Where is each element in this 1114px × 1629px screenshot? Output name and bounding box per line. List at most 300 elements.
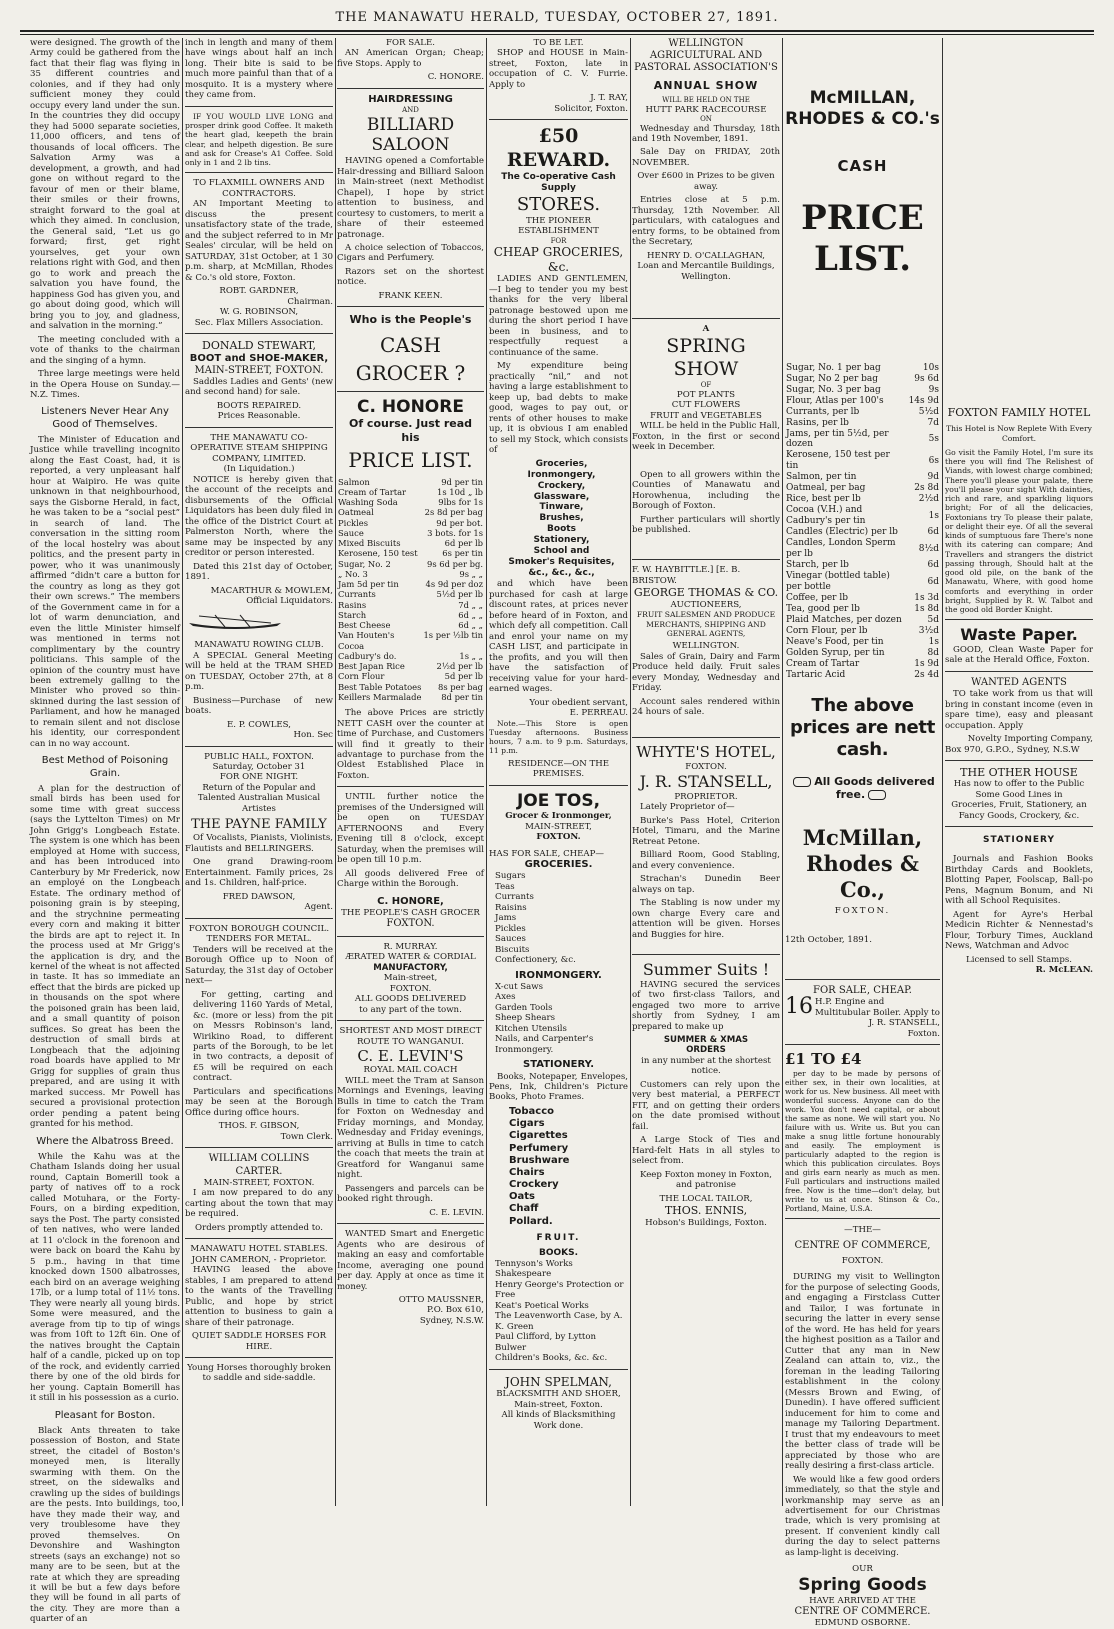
price-value: 9s xyxy=(928,384,939,395)
column-divider xyxy=(335,38,336,1506)
ad-text: FOR xyxy=(550,236,567,245)
list-item: Cigarettes xyxy=(509,1130,568,1142)
price-value: 6d xyxy=(927,576,939,587)
ad-text: HAVE ARRIVED AT THE xyxy=(809,1595,916,1606)
divider xyxy=(185,1147,333,1148)
divider xyxy=(945,671,1093,672)
ad-text: Main-street, xyxy=(383,973,438,984)
ad-text: SHOP and HOUSE in Main-street, Foxton, late in occupation of C. V. Furrie. Apply to xyxy=(489,48,628,90)
list-item: Confectionery, &c. xyxy=(495,955,576,966)
column-6 xyxy=(785,38,940,1629)
price-value: 6d „ „ xyxy=(458,620,483,631)
ad-signature: W. G. ROBINSON, xyxy=(219,307,299,318)
ad-text: PROPRIETOR. xyxy=(674,791,738,802)
price-value: 7d „ „ xyxy=(458,599,483,610)
divider xyxy=(185,106,333,107)
ad-heading: R. MURRAY. xyxy=(383,941,438,952)
article-heading: Listeners Never Hear Any Good of Themselves. xyxy=(41,406,169,430)
ad-signature: Chairman. xyxy=(287,296,333,307)
divider xyxy=(185,1238,333,1239)
ad-text: BLACKSMITH AND SHOER, xyxy=(496,1389,621,1400)
price-item: Mixed Biscuits xyxy=(338,538,401,549)
ad-text: LADIES AND GENTLEMEN,—I beg to tender you my best thanks for the very liberal patronage bestowed upon me during the short period I have been in business, and to respectfully request a continuance of the same. xyxy=(489,274,628,358)
ad-text: I am now prepared to do any carting about the town that may be required. xyxy=(185,1188,333,1220)
ad-title: CHEAP GROCERIES, &c. xyxy=(493,245,624,274)
list-item: Sheep Shears xyxy=(495,1013,555,1024)
list-item: Chaff xyxy=(509,1203,539,1215)
ad-text: RESIDENCE—ON THE PREMISES. xyxy=(508,758,609,780)
price-item: Oatmeal, per bag xyxy=(786,483,866,494)
divider xyxy=(185,333,333,334)
article-paragraph: A plan for the destruction of small birds has been used for some time with great success (says the Lyttelton Times) on Mr John Grigg's Longbeach Estate. The system is one which has been employed at Home with success, and has been introduced into Canterbury by Mr Frederick, now an employé on the Longbeach Estate. The ordinary method of poisoning grain is by steeping, and the strychnine permeating every corn and making it bitter the birds are apt to reject it. In the process used at Mr Grigg's the application is dry, and the kernel of the wheat is not affected in taste. It has so immediate an effect that the birds are picked up in thousands on the spot where the poisoned grain has been laid, and a small quantity of poison suffices. So great has been the destruction of small birds at Longbeach that the adjoining road boards have applied to Mr Grigg for supplies of grain thus prepared, and are using it with marked success. Mr Powell has secured a provisional protection order pending a patent being granted for his method. xyxy=(30,783,180,1130)
ad-signature: ROBT. GARDNER, xyxy=(219,286,299,297)
price-row xyxy=(785,670,940,681)
ad-text: 12th October, 1891. xyxy=(785,934,872,945)
pointing-hand-icon xyxy=(793,777,811,787)
ad-text: HAS FOR SALE, CHEAP— xyxy=(489,848,604,859)
ad-text: WELLINGTON. xyxy=(672,641,740,652)
ad-text: Saddles Ladies and Gents' (new and second hand) for sale. xyxy=(185,376,333,398)
price-row xyxy=(337,692,484,702)
price-item: Sugar, No. 3 per bag xyxy=(786,384,881,395)
ad-signature: C. E. LEVIN. xyxy=(429,1207,484,1218)
ad-signature: Novelty Importing Company, xyxy=(967,734,1093,745)
column-divider xyxy=(782,38,783,1506)
ad-title: JOE TOS, xyxy=(516,790,601,811)
ad-text: Business—Purchase of new boats. xyxy=(185,695,333,717)
price-item: Best Table Potatoes xyxy=(338,681,422,692)
ad-text: Sales of Grain, Dairy and Farm Produce held daily. Fruit sales every Monday, Wednesday and Friday. xyxy=(632,651,780,694)
price-value: 2½d xyxy=(918,494,939,505)
ad-signature: THOS. ENNIS, xyxy=(664,1204,748,1218)
ad-text: FRUIT SALESMEN AND PRODUCE MERCHANTS, SHIPPING AND GENERAL AGENTS, xyxy=(636,610,776,638)
ad-section-heading: GROCERIES. xyxy=(524,859,593,871)
price-value: 6d per lb xyxy=(444,538,483,549)
divider xyxy=(785,1218,940,1219)
ad-title: CARTER. xyxy=(235,1165,283,1177)
article-paragraph: Three large meetings were held in the Opera House on Sunday.—N.Z. Times. xyxy=(30,369,180,400)
price-row xyxy=(337,610,484,620)
list-item: Cigars xyxy=(509,1118,545,1130)
price-value: 1s 3d xyxy=(914,593,939,604)
divider xyxy=(185,172,333,173)
price-item: Sugar, No. 1 per bag xyxy=(786,362,881,373)
ad-title: BOOT and SHOE-MAKER, xyxy=(189,352,329,364)
ad-text: Further particulars will shortly be published. xyxy=(632,514,780,535)
ad-text: Return of the Popular and Talented Australian Musical Artistes xyxy=(197,782,321,814)
list-item: Stationery, xyxy=(533,535,590,546)
list-item: &c., &c., &c., xyxy=(528,568,595,579)
price-item: Salmon, per tin xyxy=(786,472,857,483)
price-value: 1s 10d „ lb xyxy=(436,486,483,497)
article-heading: Where the Albatross Breed. xyxy=(36,1135,174,1147)
ad-heading: TO FLAXMILL OWNERS AND CONTRACTORS. xyxy=(193,178,325,199)
ad-text: 16 xyxy=(785,994,813,1020)
masthead-rule xyxy=(20,30,1094,35)
price-row xyxy=(337,589,484,599)
price-row xyxy=(785,604,940,615)
list-item: Chairs xyxy=(509,1166,545,1178)
price-item: Rice, best per lb xyxy=(786,494,861,505)
list-item: Brushware xyxy=(509,1154,570,1166)
ad-text: FOR ONE NIGHT. xyxy=(219,772,299,783)
price-item: Cocoa (V.H.) and Cadbury's per tin xyxy=(786,505,866,527)
ad-text: This Hotel is Now Replete With Every Comfort. xyxy=(946,424,1092,443)
ad-heading: PUBLIC HALL, FOXTON. xyxy=(204,751,314,762)
ad-text: to any part of the town. xyxy=(359,1004,462,1015)
ad-signature: C. HONORE. xyxy=(427,72,484,83)
ad-signature: J. T. RAY, xyxy=(590,93,628,104)
ad-address: MAIN-STREET, FOXTON. xyxy=(203,1177,315,1188)
ad-title: PRICE LIST. xyxy=(348,448,473,473)
price-value: 9lbs for 1s xyxy=(438,497,483,508)
divider xyxy=(632,737,780,738)
article-paragraph: inch in length and many of them have wings about half an inch long. Their bite is said to be much more painful than that of a mosquito. It is a mystery where they came from. xyxy=(185,38,333,101)
ad-signature: FRANK KEEN. xyxy=(378,290,443,301)
price-row xyxy=(785,418,940,429)
price-value: 7d xyxy=(927,417,939,428)
divider xyxy=(489,119,628,120)
ad-text: FOXTON. xyxy=(685,761,727,772)
price-table xyxy=(337,477,484,703)
divider xyxy=(337,88,484,89)
article-paragraph: The Minister of Education and Justice while travelling incognito along the East Coast, had, it is reported, a very unpleasant half hour at Waipiro. He was quite unknown in that neighbourhood, says the Gisborne Herald, in fact, he was taken to be a “social pest” in search of land. The conversation in the sitting room of the local hostelry was about politics, and the present party in power, who it was unanimously affirmed “didn't care a button for the country as long as they got their own screws.” The members of the Government came in for a lot of warm denunciation, and even the little Minister himself was mentioned in terms not complimentary by the country politicians. This sample of the opinion of the country must have been extremely galling to the Minister who proved so thin-skinned during the last session of Parliament, and how he managed to remain silent and not disclose his identity, our correspondent can in no way account. xyxy=(30,434,180,749)
price-value: 6s xyxy=(928,455,939,466)
ad-text xyxy=(785,775,940,802)
ad-text: Razors set on the shortest notice. xyxy=(337,266,484,288)
ad-text: A xyxy=(702,324,710,335)
price-value: 9s 6d xyxy=(914,373,939,384)
ad-title: WHYTE'S HOTEL, xyxy=(636,743,776,762)
list-item: Raisins xyxy=(495,902,527,913)
divider xyxy=(337,1020,484,1021)
price-row xyxy=(337,528,484,538)
price-row xyxy=(785,374,940,385)
ad-signature: OTTO MAUSSNER, xyxy=(398,1295,484,1305)
price-row xyxy=(785,615,940,626)
list-item: Boots xyxy=(547,524,576,535)
ad-text: ROYAL MAIL COACH xyxy=(363,1065,458,1076)
price-item: Jams, per tin 5½d, per dozen xyxy=(786,428,889,450)
ad-text: UNTIL further notice the premises of the Undersigned will be open on TUESDAY AFTERNOONS and Every Evening till 8 o'clock, except Saturday, when the premises will be open till 10 p.m. xyxy=(337,792,484,866)
price-row xyxy=(337,620,484,630)
price-item: Washing Soda xyxy=(338,497,398,508)
price-row xyxy=(337,538,484,548)
price-item: Salmon xyxy=(338,476,370,487)
list-item: Brushes, xyxy=(539,513,584,524)
ad-heading: FOXTON BOROUGH COUNCIL. xyxy=(188,923,330,934)
column-5 xyxy=(632,38,780,1506)
ad-text: MAIN-STREET, xyxy=(525,821,592,832)
price-row xyxy=(785,538,940,560)
ad-signature: R. McLEAN. xyxy=(1035,965,1093,976)
divider xyxy=(337,306,484,307)
ad-text: Main-street, Foxton. xyxy=(514,1399,603,1410)
ad-text: Entries close at 5 p.m. Thursday, 12th November. All particulars, with catalogues and entry forms, to be obtained from the Secretary, xyxy=(632,195,780,248)
list-item: Smoker's Requisites, xyxy=(508,557,615,568)
price-item: Best Japan Rice xyxy=(338,661,405,672)
divider xyxy=(185,427,333,428)
ad-text: A SPECIAL General Meeting will be held at the TRAM SHED on TUESDAY, October 27th, at 8 p.m. xyxy=(185,650,333,693)
ad-text: Open to all growers within the Counties of Manawatu and Horowhenua, including the Borough of Foxton. xyxy=(632,469,780,512)
divider xyxy=(337,786,484,787)
ad-title: GROCER ? xyxy=(355,361,466,386)
ad-text: WILL be held in the Public Hall, Foxton, in the first or second week in December. xyxy=(632,421,780,453)
divider xyxy=(945,760,1093,761)
ad-text: Dated this 21st day of October, 1891. xyxy=(185,561,333,583)
price-value: 9s „ „ xyxy=(459,568,483,579)
article-paragraph: were designed. The growth of the Army could be gathered from the fact that their flag was flying in 35 different countries and colonies, and if they had only sufficient money they could occupy every land under the sun. In the countries they did occupy they had 5000 separate societies, 11,000 officers, and tens of thousands of local officers. The Salvation Army was a development, a growth, and had gone on without regard to the favour of men or their blame, their smiles or their frowns, straight forward to the goal at which they aimed. In conclusion, the General said, “Let us go forward; first, get right yourselves, get your own relations right with God, and then go to work and preach the salvation you have found, the happiness God has given you, and go about doing good, which will bring you to joy, and gladness, and salvation in the morning.” xyxy=(30,38,180,332)
price-item: Rasins xyxy=(338,599,367,610)
price-row xyxy=(337,630,484,651)
ad-title: Summer Suits ! xyxy=(642,960,770,980)
column-1 xyxy=(30,38,180,1625)
ad-text: SUMMER & XMAS xyxy=(663,1035,749,1045)
price-row xyxy=(785,407,940,418)
ad-section-heading: IRONMONGERY. xyxy=(515,969,602,981)
price-item: Plaid Matches, per dozen xyxy=(786,614,902,625)
price-value: 5d per lb xyxy=(444,671,483,682)
price-row xyxy=(785,363,940,374)
ad-text: FOXTON. xyxy=(536,832,581,843)
ad-title: McMillan, Rhodes & Co., xyxy=(802,825,923,902)
price-value: 1s „ „ xyxy=(459,650,483,661)
price-row xyxy=(785,505,940,527)
ad-signature: MACARTHUR & MOWLEM, Official Liquidators. xyxy=(210,585,333,607)
price-value: 4s 9d per doz xyxy=(425,579,483,590)
ad-title: ANNUAL SHOW xyxy=(653,78,759,92)
ad-text: WILL meet the Tram at Sanson Mornings and Evenings, leaving Bulls in time to catch the Tram for Foxton on Wednesday and Friday mornings, and Monday, Wednesday and Friday evenings, arriving at Bulls in time to catch the coach that meets the train at Greatford for Wanganui same night. xyxy=(337,1075,484,1181)
ad-heading: MANAWATU HOTEL STABLES. xyxy=(190,1244,328,1255)
price-item: Corn Flour xyxy=(338,671,385,682)
ad-text: Over £600 in Prizes to be given away. xyxy=(637,171,775,192)
ad-text: Prices Reasonable. xyxy=(217,411,301,422)
price-row xyxy=(337,671,484,681)
ad-text: Passengers and parcels can be booked right through. xyxy=(337,1183,484,1205)
ad-heading: SHORTEST AND MOST DIRECT ROUTE TO WANGANUI. xyxy=(339,1026,482,1047)
ad-heading: FOR SALE, CHEAP. xyxy=(813,985,912,997)
list-item: Tinware, xyxy=(539,502,584,513)
price-item: Sugar, No. 2 xyxy=(338,558,391,569)
ad-text: WILL BE HELD ON THE xyxy=(662,95,750,104)
ad-signature: Agent. xyxy=(304,902,333,913)
ad-text: Has now to offer to the Public xyxy=(953,779,1085,790)
price-item: Cadbury's do. xyxy=(338,650,397,661)
price-row xyxy=(785,396,940,407)
price-value: 5s xyxy=(928,434,939,444)
list-item: Biscuits xyxy=(495,944,530,955)
price-item: Starch, per lb xyxy=(786,560,849,571)
ad-text: OF xyxy=(700,381,712,390)
ad-text: Groceries, Fruit, Stationery, an Fancy Goods, Crockery, &c. xyxy=(951,800,1087,821)
goods-list xyxy=(489,1106,628,1228)
list-item: Glassware, xyxy=(533,491,590,502)
price-value: 1s xyxy=(928,510,939,521)
ad-signature: Sydney, N.S.W. xyxy=(419,1315,484,1326)
price-value: 2s 8d per bag xyxy=(424,507,483,518)
ad-text: AN Important Meeting to discuss the present unsatisfactory state of the trade, and the subject referred to in Mr Seales' circular, will be held on SATURDAY, 31st October, at 1 30 p.m. sharp, at McMillan, Rhodes & Co.'s old store, Foxton. xyxy=(185,199,333,283)
column-4 xyxy=(489,38,628,1506)
price-item: Tea, good per lb xyxy=(786,604,860,615)
price-item: Tartaric Acid xyxy=(786,669,846,680)
price-value: 5½d xyxy=(918,406,939,417)
ad-text: All Goods delivered free. xyxy=(814,774,935,802)
ad-text: Lately Proprietor of— xyxy=(640,802,735,813)
ad-text: Agent for Ayre's Herbal Medicin Richter & Nennestad's Flour, Torbury Times, Auckland News, Watchman and Advoc xyxy=(945,909,1093,952)
ad-heading: WANTED AGENTS xyxy=(971,676,1067,688)
divider xyxy=(337,1223,484,1224)
price-row xyxy=(337,507,484,517)
price-value: 1s 9d xyxy=(914,658,939,669)
list-item: Currants xyxy=(495,892,534,903)
price-item: Cream of Tartar xyxy=(786,658,860,669)
ad-text: The above Prices are strictly NETT CASH over the counter at time of Purchase, and Customers will find it greatly to their advantage to purchase from the Oldest Established Place in Foxton. xyxy=(337,708,484,781)
pointing-hand-icon xyxy=(868,790,886,800)
ad-title: THE PAYNE FAMILY xyxy=(191,817,327,833)
price-value: 1s 8d xyxy=(914,604,939,615)
article-heading: Best Method of Poisoning Grain. xyxy=(41,755,169,779)
ad-signature: J. R. STANSELL, xyxy=(868,1018,940,1029)
ad-heading: TO BE LET. xyxy=(533,38,584,48)
ad-signature: FRED DAWSON, xyxy=(222,891,296,902)
goods-list xyxy=(489,459,628,580)
price-row xyxy=(337,682,484,692)
divider xyxy=(632,318,780,319)
ad-title: GEORGE THOMAS & CO. xyxy=(633,586,779,600)
ad-title: McMILLAN, RHODES & CO.'s xyxy=(785,88,940,129)
ad-text: All goods delivered Free of Charge within the Borough. xyxy=(337,868,484,890)
price-value: 1s xyxy=(928,636,939,647)
ad-signature: E. PERREAU. xyxy=(569,708,628,719)
price-item: Currants xyxy=(338,589,376,600)
ad-text: GOOD, Clean Waste Paper for sale at the Herald Office, Foxton. xyxy=(945,644,1093,666)
divider xyxy=(337,391,484,392)
price-value: 5d xyxy=(927,614,939,625)
list-item: Crockery, xyxy=(537,480,586,491)
ad-text: For getting, carting and delivering 1160 Yards of Metal, &c. (more or less) from the pit on Messrs Robinson's land, Wirikino Road, to different parts of the Borough, to be let in two contracts, a deposit of £5 will be required on each contract. xyxy=(193,989,333,1084)
price-table xyxy=(785,363,940,681)
ad-text: Of Vocalists, Pianists, Violinists, Flautists and BELLRINGERS. xyxy=(185,833,333,854)
price-value: 2s 8d xyxy=(914,483,939,494)
list-item: School and xyxy=(533,546,590,557)
ad-text: A Large Stock of Ties and Hard-felt Hats in all styles to select from. xyxy=(632,1135,780,1167)
price-value: 9d xyxy=(927,472,939,483)
column-7 xyxy=(945,38,1093,1506)
ad-heading: MANAWATU ROWING CLUB. xyxy=(194,640,324,651)
ad-text: Go visit the Family Hotel, I'm sure its there you will find The Relishest of Viands, with lowest charge combined; There you'll please your palate, there you'll please your sight With dainties, rich and rare, and sparkling liquors bright; For of all the delicacies, Foxtonians try To please their palate, or delight their eye. Of all the several kinds of sumptuous fare There's none with its catering can compare; And Travellers and strangers the district passing through, Should halt at the good old pile, on the bank of the Manawatu, Where, with good home comforts and everything in order bright, Supplied by R. W. Talbot and the good old Border Knight. xyxy=(945,447,1093,615)
list-item: Perfumery xyxy=(509,1142,569,1154)
ad-text: CUT FLOWERS xyxy=(671,400,741,411)
price-value: 1s per ½lb tin xyxy=(423,630,483,641)
article-paragraph: The meeting concluded with a vote of thanks to the chairman and the singing of a hymn. xyxy=(30,334,180,366)
ad-title: Spring Goods xyxy=(798,1574,927,1595)
ad-title: PRICE LIST. xyxy=(801,197,924,280)
list-item: Axes xyxy=(495,992,516,1003)
ad-signature: Town Clerk. xyxy=(280,1131,333,1142)
ad-text: Customers can rely upon the very best material, a PERFECT FIT, and on getting their orders on the date promised without fail. xyxy=(632,1079,780,1132)
ad-signature: C. HONORE, xyxy=(377,895,444,907)
price-item: Sauce xyxy=(338,527,364,538)
ad-title: J. R. STANSELL, xyxy=(639,772,773,792)
price-row xyxy=(337,518,484,528)
price-item: Rasins, per lb xyxy=(786,417,849,428)
ad-heading: DONALD STEWART, xyxy=(202,339,316,353)
ad-signature: THE PEOPLE'S CASH GROCER xyxy=(341,907,480,918)
price-value: 10s xyxy=(922,362,939,373)
ad-title: THE OTHER HOUSE xyxy=(960,765,1078,779)
price-item: Candles, London Sperm per lb xyxy=(786,538,896,560)
ad-text xyxy=(785,994,940,1020)
ad-text: Journals and Fashion Books Birthday Cards and Booklets, Blotting Paper, Foolscap, Ball-po Pens, Magnum Bonum, and Ni with all School Requisites. xyxy=(945,854,1093,907)
ad-text: FRUIT and VEGETABLES xyxy=(650,410,762,421)
goods-list xyxy=(489,871,628,965)
price-value: 9d per tin xyxy=(441,476,483,487)
ad-text: THE PIONEER ESTABLISHMENT xyxy=(518,215,599,237)
price-item: Kerosene, 150 test xyxy=(338,548,418,559)
price-item: Coffee, per lb xyxy=(786,593,848,604)
ad-text: his xyxy=(401,430,420,444)
price-row xyxy=(337,600,484,610)
ad-signature: Sec. Flax Millers Association. xyxy=(194,317,324,328)
price-row xyxy=(785,494,940,505)
ad-text: HAVING secured the services of two first-class Tailors, and engaged two more to arrive shortly from Sydney, I am prepared to make up xyxy=(632,979,780,1032)
ad-text: NOTICE is hereby given that the account of the receipts and disbursements of the Official Liquidators has been duly filed in the office of the District Court at Palmerston North, where the same may be inspected by any creditor or person interested. xyxy=(185,474,333,559)
ad-text: OUR xyxy=(852,1564,873,1575)
ad-signature: Hon. Sec xyxy=(293,730,333,741)
ad-text: QUIET SADDLE HORSES FOR HIRE. xyxy=(191,1331,327,1352)
price-row xyxy=(785,527,940,538)
divider xyxy=(337,936,484,937)
ad-text: DURING my visit to Wellington for the purpose of selecting Goods, and engaging a Firstclass Cutter and Tailor, I was fortunate in securing the latter in every sense of the word. He has held for years the highest position as a Tailor and Cutter that any man in New Zealand can attain to, viz., the foreman in the leading Tailoring establishment in the colony (Messrs Brown and Ewing, of Dunedin). I have offered sufficient inducement for him to come and manage my Tailoring Department. I trust that my endeavours to meet the better class of trade will be appreciated by those who are really desiring a first-class article. xyxy=(785,1272,940,1472)
price-item: Neave's Food, per tin xyxy=(786,636,884,647)
price-value: 8s per bag xyxy=(438,681,483,692)
price-value: 6d „ „ xyxy=(458,609,483,620)
price-row xyxy=(785,385,940,396)
column-divider xyxy=(182,38,183,1506)
ad-text: WANTED Smart and Energetic Agents who are desirous of making an easy and comfortable Income, averaging one pound per day. Apply at once as time it money. xyxy=(337,1229,484,1292)
column-divider xyxy=(486,38,487,1506)
price-row xyxy=(785,560,940,571)
ad-text: The above prices are nett cash. xyxy=(789,694,936,760)
ad-text: Burke's Pass Hotel, Criterion Hotel, Timaru, and the Marine Retreat Petone. xyxy=(632,815,780,847)
ad-text: Sale Day on FRIDAY, 20th NOVEMBER. xyxy=(632,147,780,168)
ad-heading: THE MANAWATU CO-OPERATIVE STEAM SHIPPING COMPANY, LIMITED. xyxy=(190,432,328,464)
ad-text: Some Good Lines in xyxy=(975,789,1063,800)
ad-text: and which have been purchased for cash at large discount rates, at prices never before heard of in Foxton, and which defy all competition. Call and enrol your name on my CASH LIST, and participate in the profits, and you will then have the satisfaction of receiving value for your hard-earned wages. xyxy=(489,579,628,695)
price-value: 8½d xyxy=(918,543,939,554)
ad-text: H.P. Engine and Multitubular Boiler. Apply to xyxy=(815,997,940,1018)
ad-signature: P.O. Box 610, xyxy=(427,1305,484,1316)
price-item: „ No. 3 xyxy=(338,568,368,579)
list-item: Sauces xyxy=(495,934,526,945)
price-value: 6d xyxy=(927,560,939,571)
list-item: Kitchen Utensils xyxy=(495,1023,567,1034)
divider xyxy=(785,979,940,980)
ad-text: Saturday, October 31 xyxy=(212,761,306,772)
ad-text: AN American Organ; Cheap; five Stops. Apply to xyxy=(337,48,484,69)
masthead: THE MANAWATU HERALD, TUESDAY, OCTOBER 27, 1891. xyxy=(335,10,779,25)
ad-title: SPRING SHOW xyxy=(666,334,746,380)
ad-text: CENTRE OF COMMERCE. xyxy=(794,1606,931,1618)
price-value: 8d per tin xyxy=(441,691,483,702)
ad-title: MANUFACTORY, xyxy=(373,962,448,973)
price-item: Vinegar (bottled table) per bottle xyxy=(786,571,890,593)
ad-text: FOXTON. xyxy=(389,983,432,994)
ad-text: The Co-operative Cash Supply xyxy=(501,171,616,193)
ad-title: CENTRE OF COMMERCE, xyxy=(794,1239,931,1251)
ad-title: CASH xyxy=(380,332,441,357)
price-row xyxy=(785,659,940,670)
